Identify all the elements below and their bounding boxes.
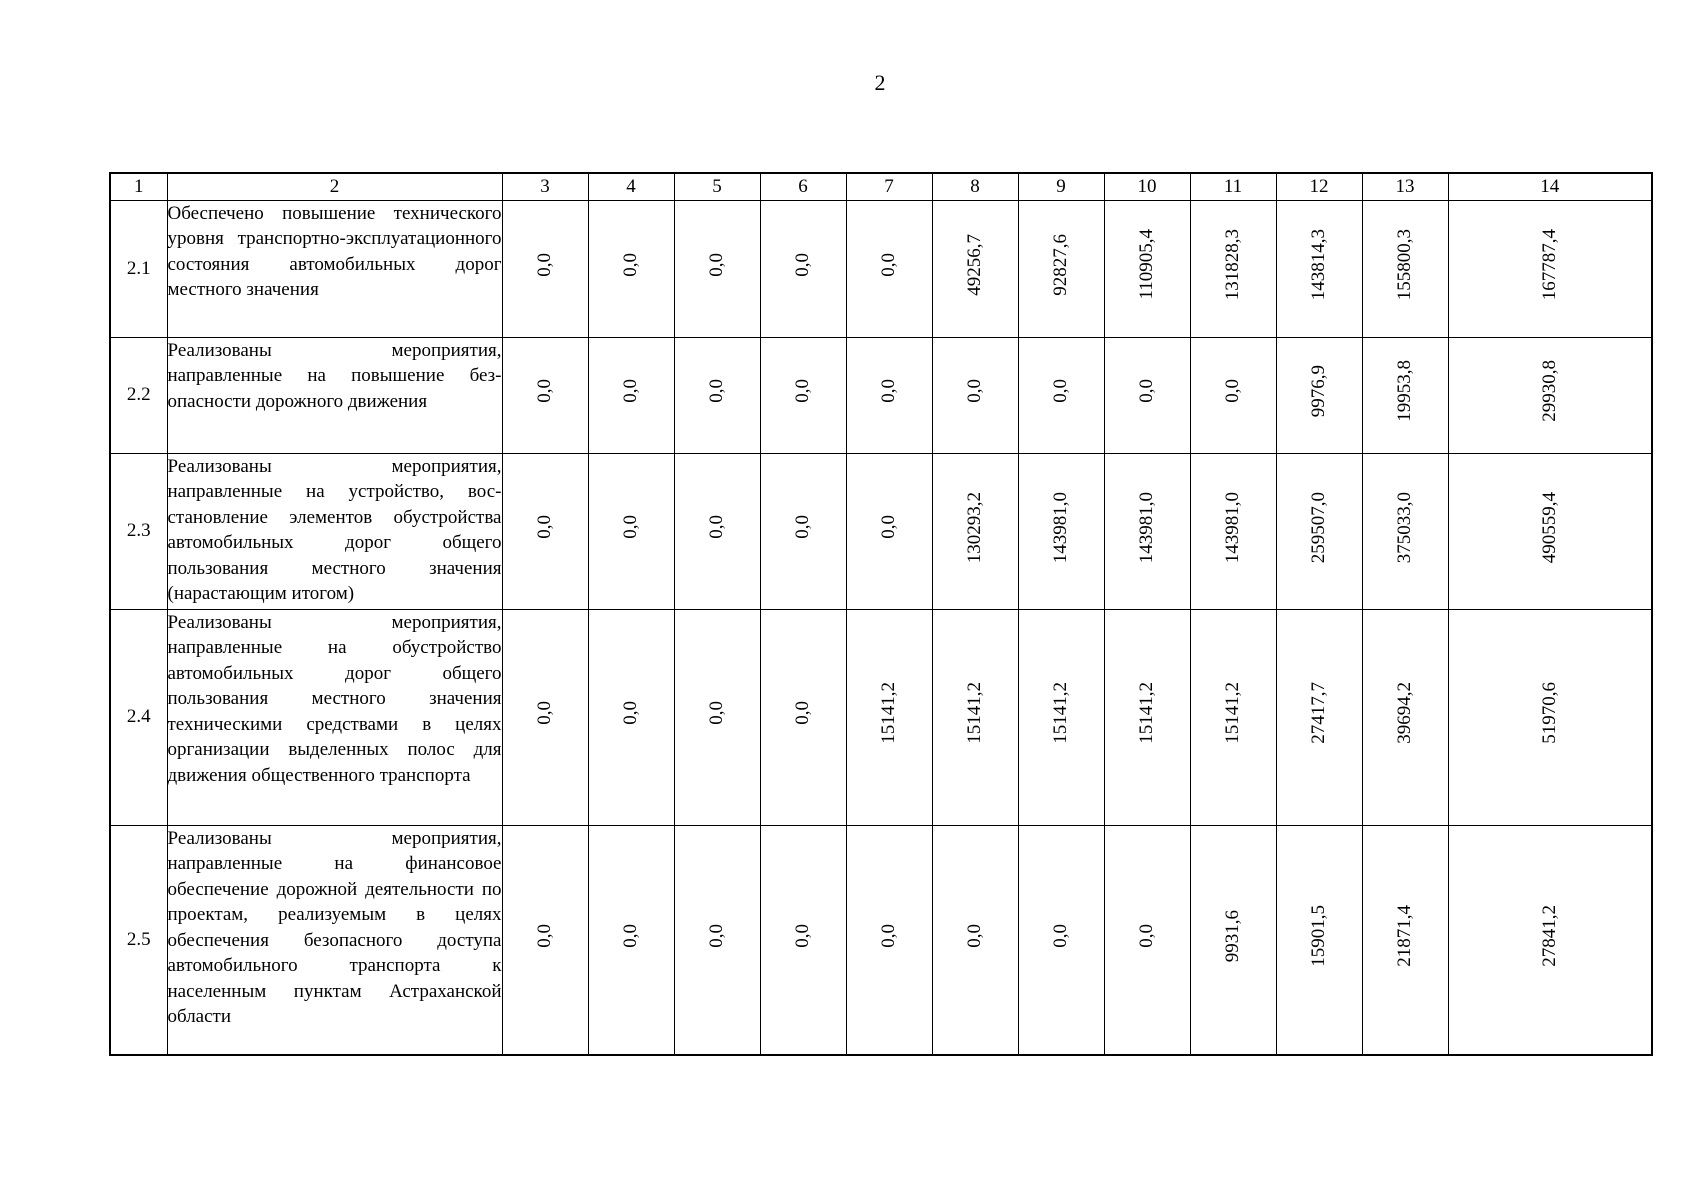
table-row <box>110 453 1652 609</box>
column-header: 5 <box>674 173 760 200</box>
value-text: 39694,2 <box>1394 682 1415 745</box>
value-text: 0,0 <box>792 515 813 540</box>
column-header: 14 <box>1448 173 1652 200</box>
value-text: 19953,8 <box>1394 360 1415 423</box>
value-cell <box>1104 609 1190 825</box>
row-number: 2.2 <box>110 337 167 453</box>
value-text: 15141,2 <box>1050 682 1071 745</box>
row-number: 2.4 <box>110 609 167 825</box>
value-cell <box>760 337 846 453</box>
row-description: Реализованы мероприятия, направленные на повышение безопасности дорожного движения <box>167 337 502 453</box>
column-header: 8 <box>932 173 1018 200</box>
value-cell <box>1276 337 1362 453</box>
value-text: 490559,4 <box>1538 491 1560 563</box>
value-cell <box>1362 825 1448 1055</box>
value-cell <box>760 200 846 337</box>
value-text: 9931,6 <box>1222 909 1243 963</box>
value-text: 143981,0 <box>1050 491 1071 563</box>
table-header <box>110 173 1652 200</box>
value-cell <box>760 453 846 609</box>
value-cell <box>932 453 1018 609</box>
value-text: 51970,6 <box>1538 682 1560 745</box>
value-cell <box>1190 609 1276 825</box>
value-text: 27417,7 <box>1308 682 1329 745</box>
value-text: 0,0 <box>878 924 899 948</box>
value-text: 21871,4 <box>1394 905 1415 967</box>
value-cell <box>588 609 674 825</box>
value-text: 0,0 <box>620 515 641 540</box>
value-text: 27841,2 <box>1538 905 1560 967</box>
value-text: 0,0 <box>964 379 985 404</box>
column-header: 11 <box>1190 173 1276 200</box>
value-cell <box>1104 200 1190 337</box>
value-text: 0,0 <box>1136 924 1157 948</box>
value-cell <box>1018 200 1104 337</box>
value-text: 15141,2 <box>878 682 899 745</box>
value-cell <box>674 337 760 453</box>
value-text: 0,0 <box>706 924 727 948</box>
value-cell <box>588 337 674 453</box>
column-header: 12 <box>1276 173 1362 200</box>
value-text: 0,0 <box>878 515 899 540</box>
value-cell <box>1276 609 1362 825</box>
value-cell <box>846 825 932 1055</box>
value-text: 131828,3 <box>1222 229 1243 301</box>
value-cell <box>846 609 932 825</box>
value-cell <box>588 453 674 609</box>
value-cell <box>1018 337 1104 453</box>
value-cell <box>760 825 846 1055</box>
value-cell <box>1018 453 1104 609</box>
value-cell <box>502 825 588 1055</box>
row-description: Реализованы мероприятия, направленные на устройство, восстановление элементов обустройства автомобильных дорог общего пользования местного значения (нарастающим итогом) <box>167 453 502 609</box>
value-text: 0,0 <box>792 701 813 726</box>
value-cell <box>846 200 932 337</box>
value-text: 15141,2 <box>964 682 985 745</box>
value-text: 0,0 <box>1222 379 1243 404</box>
value-cell <box>674 825 760 1055</box>
value-text: 0,0 <box>1050 924 1071 948</box>
value-cell <box>932 609 1018 825</box>
value-cell <box>760 609 846 825</box>
value-cell <box>1362 609 1448 825</box>
value-cell <box>1276 453 1362 609</box>
value-cell <box>932 337 1018 453</box>
value-text: 0,0 <box>620 252 641 277</box>
value-cell <box>846 337 932 453</box>
value-cell <box>1276 825 1362 1055</box>
value-text: 0,0 <box>964 924 985 948</box>
value-text: 110905,4 <box>1136 229 1157 301</box>
value-cell <box>1190 200 1276 337</box>
header-row <box>110 173 1652 200</box>
value-text: 0,0 <box>706 701 727 726</box>
value-text: 167787,4 <box>1538 229 1560 301</box>
value-cell <box>588 200 674 337</box>
value-text: 130293,2 <box>964 491 985 563</box>
row-description: Реализованы мероприятия, направленные на обустройство автомобильных дорог общего пользования местного значения техническими средствами в целях организации выделенных полос для движения общественного транспорта <box>167 609 502 825</box>
value-text: 9976,9 <box>1308 365 1329 418</box>
row-number: 2.5 <box>110 825 167 1055</box>
column-header: 7 <box>846 173 932 200</box>
table-row <box>110 200 1652 337</box>
value-cell <box>1362 337 1448 453</box>
value-cell <box>588 825 674 1055</box>
value-cell <box>674 200 760 337</box>
value-text: 0,0 <box>706 515 727 540</box>
table-row <box>110 337 1652 453</box>
value-cell <box>1104 337 1190 453</box>
value-text: 0,0 <box>878 379 899 404</box>
value-cell <box>932 825 1018 1055</box>
value-text: 0,0 <box>620 379 641 404</box>
value-text: 0,0 <box>792 924 813 948</box>
column-header: 9 <box>1018 173 1104 200</box>
value-cell <box>1448 200 1652 337</box>
value-cell <box>1190 337 1276 453</box>
value-cell <box>1362 200 1448 337</box>
value-cell <box>1362 453 1448 609</box>
page-number: 2 <box>874 70 886 95</box>
column-header: 6 <box>760 173 846 200</box>
value-cell <box>1448 609 1652 825</box>
column-header: 4 <box>588 173 674 200</box>
value-text: 29930,8 <box>1538 360 1560 423</box>
column-header: 13 <box>1362 173 1448 200</box>
value-cell <box>674 453 760 609</box>
value-text: 0,0 <box>534 515 555 540</box>
row-description: Обеспечено повышение технического уровня транспортно-эксплуатационного состояния автомобильных дорог местного значения <box>167 200 502 337</box>
value-cell <box>846 453 932 609</box>
table-row <box>110 609 1652 825</box>
value-text: 0,0 <box>1136 379 1157 404</box>
value-cell <box>674 609 760 825</box>
value-text: 0,0 <box>792 252 813 277</box>
table-body <box>110 200 1652 1055</box>
value-text: 155800,3 <box>1394 229 1415 301</box>
value-cell <box>502 200 588 337</box>
value-cell <box>1018 825 1104 1055</box>
column-header: 10 <box>1104 173 1190 200</box>
value-cell <box>1276 200 1362 337</box>
data-table <box>109 172 1653 1056</box>
value-text: 0,0 <box>792 379 813 404</box>
value-text: 15901,5 <box>1308 905 1329 967</box>
value-text: 259507,0 <box>1308 491 1329 563</box>
value-text: 0,0 <box>706 379 727 404</box>
value-cell <box>1104 825 1190 1055</box>
value-cell <box>1104 453 1190 609</box>
value-cell <box>1448 825 1652 1055</box>
column-header: 3 <box>502 173 588 200</box>
value-text: 0,0 <box>878 252 899 277</box>
value-cell <box>1448 337 1652 453</box>
value-text: 15141,2 <box>1222 682 1243 745</box>
value-text: 0,0 <box>534 252 555 277</box>
value-cell <box>1448 453 1652 609</box>
value-text: 92827,6 <box>1050 233 1071 296</box>
value-text: 15141,2 <box>1136 682 1157 745</box>
value-text: 0,0 <box>620 924 641 948</box>
value-text: 0,0 <box>706 252 727 277</box>
value-text: 0,0 <box>620 701 641 726</box>
value-text: 0,0 <box>1050 379 1071 404</box>
row-description: Реализованы мероприятия, направленные на финансовое обеспечение дорожной деятельности по проектам, реализуемым в целях обеспечения безопасного доступа автомобильного транспорта к населенным пунктам Астраханской области <box>167 825 502 1055</box>
value-cell <box>502 337 588 453</box>
column-header: 2 <box>167 173 502 200</box>
value-text: 0,0 <box>534 379 555 404</box>
value-cell <box>1018 609 1104 825</box>
value-cell <box>502 609 588 825</box>
column-header: 1 <box>110 173 167 200</box>
value-text: 375033,0 <box>1394 491 1415 563</box>
value-text: 143981,0 <box>1136 491 1157 563</box>
row-number: 2.3 <box>110 453 167 609</box>
value-text: 143981,0 <box>1222 491 1243 563</box>
value-text: 49256,7 <box>964 233 985 296</box>
value-cell <box>932 200 1018 337</box>
value-cell <box>1190 453 1276 609</box>
value-cell <box>502 453 588 609</box>
value-text: 143814,3 <box>1308 229 1329 301</box>
value-cell <box>1190 825 1276 1055</box>
value-text: 0,0 <box>534 924 555 948</box>
table-row <box>110 825 1652 1055</box>
value-text: 0,0 <box>534 701 555 726</box>
row-number: 2.1 <box>110 200 167 337</box>
